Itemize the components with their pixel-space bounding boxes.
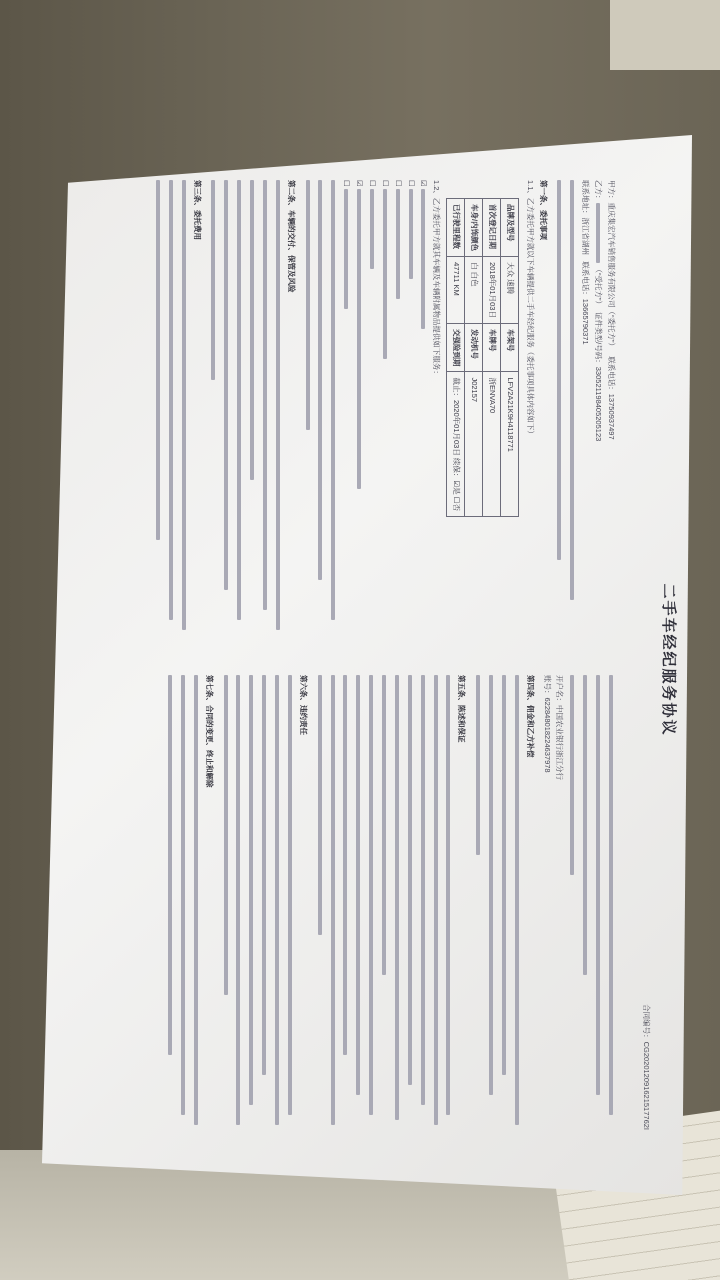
contact-line: 联系地址：浙江省湖州 联系电话：13665790371	[581, 180, 591, 345]
bank-line: 开户名：中国农业银行浙江分行	[555, 675, 565, 780]
vehicle-field-label: 交强险到期	[447, 323, 465, 372]
background-paper-top	[610, 0, 720, 70]
section-1-heading: 第一条、委托事项	[538, 180, 548, 240]
section-1-2: 1.2、乙方委托甲方就其车辆及车辆附属物品提供如下服务：	[432, 180, 442, 378]
section-7-heading: 第七条、合同的变更、终止和解除	[204, 675, 214, 788]
vehicle-table-row	[483, 199, 501, 517]
vehicle-field-label: 车身/内饰颜色	[465, 199, 483, 257]
party-b-line: 乙方：（“受托方”） 证件类型/号码：330521198405205123	[594, 180, 604, 442]
left-column: 甲方：重庆集宏汽车销售服务有限公司（“委托方”） 联系电话：13750937497 乙方：（“受托方”） 证件类型/号码：330521198405205123 联系地址：浙江省湖州 联系电话：13665790371 第一条、委托事项 1.1、乙方委托甲方就以下车辆提供二手车经纪服务（委托事项具体内容如下） 品牌及型号 大众 速腾 车架号 LFV2A21K9H4118771 首次登记日期 2018年01月03日 车牌号 浙ENVA70 车身/内饰颜色 白 白色 发动机号 J02157 已行驶里程数 47711 KM 交强险到期 截止：2020年01月03日 续保：☑是 ☐否 1.2、乙方委托甲方就其车辆及车辆附属物品提供如下服务： ☑ ☐ ☐ ☐ ☐ ☑ ☐ 第二条、车辆的交付、保管及风险 第三条、委托费用	[150, 180, 618, 660]
section-6-heading: 第六条、违约责任	[298, 675, 308, 735]
section-4-heading: 第四条、佣金和乙方补偿	[525, 675, 535, 758]
vehicle-field-value: J02157	[465, 372, 483, 516]
vehicle-field-value: 浙ENVA70	[483, 372, 501, 516]
vehicle-field-label: 发动机号	[465, 323, 483, 372]
contract-number: 合同编号：CG202012091621517762I	[642, 1004, 651, 1130]
vehicle-field-value: 白 白色	[465, 257, 483, 324]
account-line: 账号：622848018224637978	[542, 675, 552, 773]
vehicle-table-row	[447, 199, 465, 517]
section-3-heading: 第三条、委托费用	[192, 180, 202, 240]
vehicle-field-label: 车架号	[501, 323, 519, 372]
vehicle-field-label: 首次登记日期	[483, 199, 501, 257]
vehicle-field-label: 已行驶里程数	[447, 199, 465, 257]
document-title: 二手车经纪服务协议	[660, 583, 678, 737]
vehicle-info-table	[446, 198, 519, 517]
vehicle-field-value: 47711 KM	[447, 257, 465, 324]
vehicle-field-value: LFV2A21K9H4118771	[501, 372, 519, 516]
section-2-heading: 第二条、车辆的交付、保管及风险	[286, 180, 296, 293]
contract-document	[48, 150, 688, 1170]
vehicle-field-label: 品牌及型号	[501, 199, 519, 257]
vehicle-field-label: 车牌号	[483, 323, 501, 372]
vehicle-field-value: 大众 速腾	[501, 257, 519, 324]
vehicle-field-value: 截止：2020年01月03日 续保：☑是 ☐否	[447, 372, 465, 516]
vehicle-table-row	[501, 199, 519, 517]
party-a-line: 甲方：重庆集宏汽车销售服务有限公司（“委托方”） 联系电话：13750937497	[607, 180, 616, 440]
vehicle-table-row	[465, 199, 483, 517]
section-1-1: 1.1、乙方委托甲方就以下车辆提供二手车经纪服务（委托事项具体内容如下）	[525, 180, 535, 438]
vehicle-field-value: 2018年01月03日	[483, 257, 501, 324]
section-5-heading: 第五条、陈述和保证	[457, 675, 467, 743]
right-column	[162, 675, 618, 1155]
